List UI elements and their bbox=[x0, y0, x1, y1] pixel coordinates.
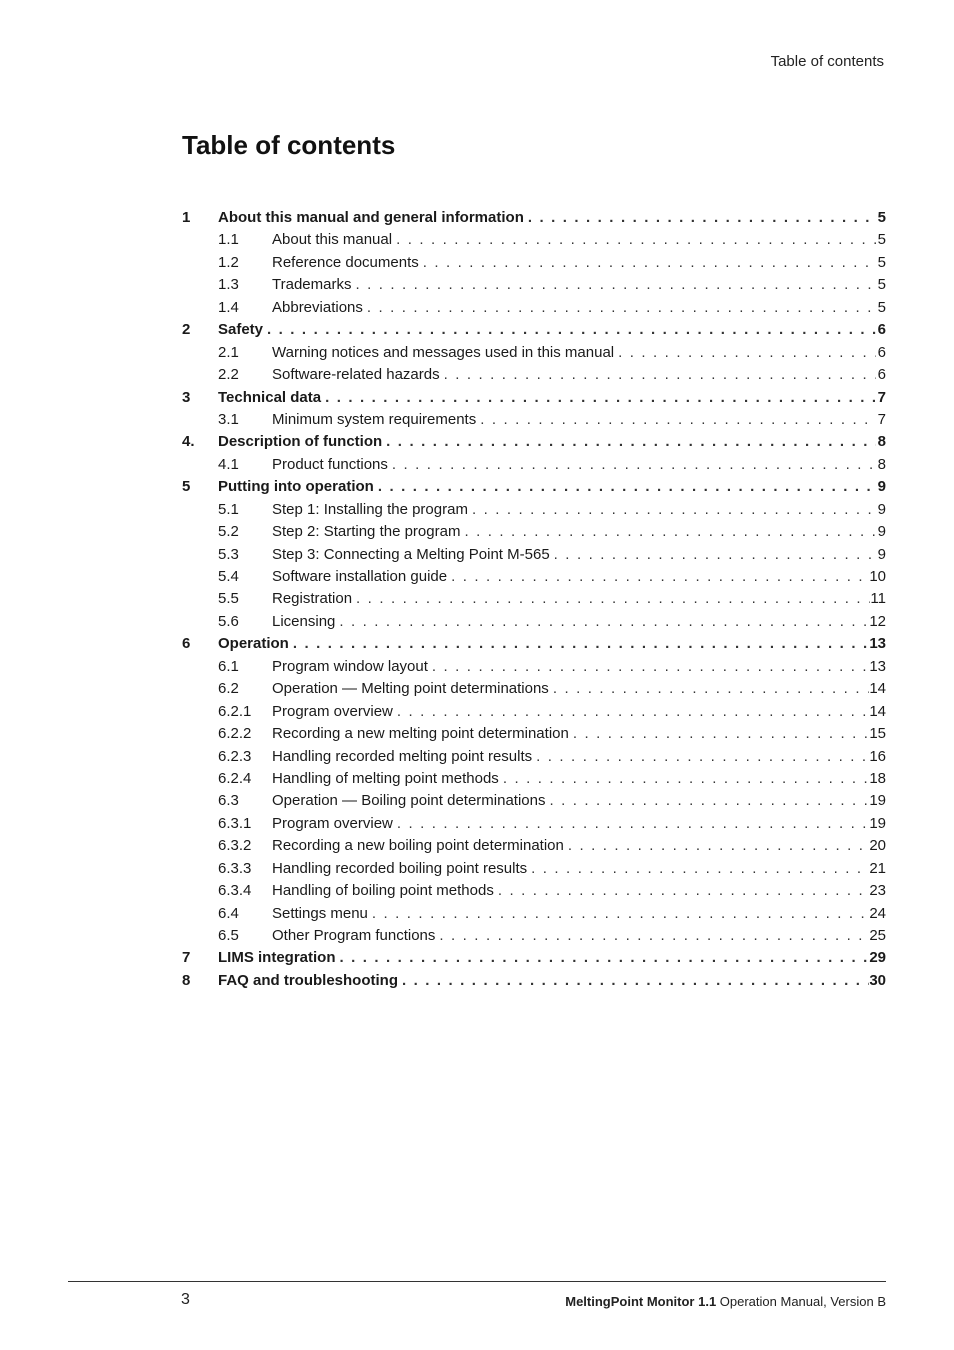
toc-dot-leader bbox=[428, 656, 869, 678]
toc-entry-number: 5.4 bbox=[218, 568, 239, 585]
toc-entry-number: 5 bbox=[182, 478, 191, 496]
toc-entry-page: 7 bbox=[877, 410, 886, 428]
toc-entry-page: 12 bbox=[869, 612, 886, 630]
toc-entry-number: 6.3.3 bbox=[218, 859, 252, 877]
toc-entry[interactable] bbox=[182, 454, 886, 476]
toc-entry-page: 6 bbox=[877, 343, 886, 361]
toc-entry-number: 1.1 bbox=[218, 231, 239, 249]
toc-dot-leader bbox=[532, 746, 869, 768]
toc-entry-title: Program overview bbox=[272, 814, 393, 832]
toc-entry-title: Handling recorded boiling point results bbox=[272, 859, 528, 877]
toc-dot-leader bbox=[550, 544, 876, 566]
toc-entry-number: 5.3 bbox=[218, 545, 239, 563]
toc-dot-leader bbox=[263, 319, 876, 341]
toc-entry-number: 6.3 bbox=[218, 792, 239, 810]
toc-entry-page: 13 bbox=[869, 657, 886, 675]
toc-entry-number: 8 bbox=[182, 971, 191, 989]
toc-entry-title: Handling of boiling point methods bbox=[272, 882, 494, 900]
toc-entry-number: 6.2.4 bbox=[218, 769, 252, 787]
toc-entry-page: 13 bbox=[869, 635, 886, 653]
toc-entry-title: Settings menu bbox=[272, 904, 368, 922]
toc-dot-leader bbox=[374, 476, 876, 498]
toc-entry-title: Abbreviations bbox=[272, 298, 363, 316]
toc-dot-leader bbox=[476, 409, 876, 431]
toc-dot-leader bbox=[289, 633, 869, 655]
toc-entry-page: 8 bbox=[877, 433, 886, 451]
toc-dot-leader bbox=[460, 521, 876, 543]
toc-entry[interactable] bbox=[182, 701, 886, 723]
toc-entry[interactable] bbox=[182, 544, 886, 566]
toc-entry-number: 3.1 bbox=[218, 410, 239, 428]
toc-entry-title: Reference documents bbox=[272, 253, 419, 271]
toc-entry-page: 7 bbox=[877, 388, 886, 406]
toc-entry[interactable] bbox=[182, 521, 886, 543]
toc-entry-title: Licensing bbox=[272, 612, 336, 630]
toc-entry-title: Recording a new melting point determination bbox=[272, 725, 569, 743]
toc-dot-leader bbox=[393, 701, 869, 723]
toc-entry-number: 1.4 bbox=[218, 298, 239, 316]
toc-entry-page: 10 bbox=[869, 568, 886, 585]
toc-entry-title: Software installation guide bbox=[272, 568, 448, 585]
toc-entry[interactable] bbox=[182, 678, 886, 700]
footer-divider bbox=[68, 1281, 886, 1282]
toc-entry-page: 25 bbox=[869, 927, 886, 944]
toc-entry-number: 5.2 bbox=[218, 523, 239, 541]
toc-entry[interactable] bbox=[182, 476, 886, 498]
toc-entry-page: 24 bbox=[869, 904, 886, 922]
toc-entry[interactable] bbox=[182, 880, 886, 902]
toc-entry-title: About this manual and general information bbox=[218, 209, 524, 226]
toc-entry-title: Technical data bbox=[218, 388, 322, 406]
toc-entry-page: 11 bbox=[870, 590, 886, 608]
toc-entry[interactable] bbox=[182, 611, 886, 633]
toc-entry-title: Operation — Melting point determinations bbox=[272, 680, 549, 698]
toc-dot-leader bbox=[549, 678, 870, 700]
toc-entry-title: Handling recorded melting point results bbox=[272, 747, 533, 765]
toc-dot-leader bbox=[468, 499, 876, 521]
toc-entry-page: 9 bbox=[877, 500, 886, 518]
toc-entry[interactable] bbox=[182, 588, 886, 610]
toc-entry[interactable] bbox=[182, 499, 886, 521]
toc-entry[interactable] bbox=[182, 409, 886, 431]
toc-dot-leader bbox=[546, 790, 870, 812]
toc-entry[interactable] bbox=[182, 431, 886, 453]
toc-entry-number: 6.2.1 bbox=[218, 702, 252, 720]
toc-entry-page: 18 bbox=[869, 769, 886, 787]
toc-entry-title: Software-related hazards bbox=[272, 366, 440, 384]
toc-entry-title: Registration bbox=[272, 590, 353, 608]
toc-entry[interactable] bbox=[182, 858, 886, 880]
toc-entry-number: 6.2.2 bbox=[218, 725, 252, 743]
toc-entry-page: 30 bbox=[869, 971, 886, 989]
toc-entry-page: 15 bbox=[869, 725, 886, 743]
toc-entry[interactable] bbox=[182, 768, 886, 790]
toc-entry-title: Trademarks bbox=[272, 276, 352, 294]
toc-entry-page: 5 bbox=[877, 231, 886, 249]
toc-entry[interactable] bbox=[182, 835, 886, 857]
toc-entry[interactable] bbox=[182, 633, 886, 655]
toc-entry-page: 20 bbox=[869, 837, 886, 855]
toc-entry[interactable] bbox=[182, 364, 886, 386]
toc-dot-leader bbox=[368, 903, 869, 925]
toc-entry[interactable] bbox=[182, 229, 886, 251]
footer-page-number: 3 bbox=[181, 1291, 190, 1308]
toc-dot-leader bbox=[564, 835, 869, 857]
toc-entry[interactable] bbox=[182, 970, 886, 992]
toc-entry-page: 16 bbox=[869, 747, 886, 765]
toc-entry-number: 2 bbox=[182, 321, 191, 339]
toc-dot-leader bbox=[352, 588, 870, 610]
toc-entry-page: 6 bbox=[877, 321, 886, 339]
toc-entry[interactable] bbox=[182, 342, 886, 364]
toc-entry-title: Step 2: Starting the program bbox=[272, 523, 461, 541]
footer-product-name: MeltingPoint Monitor 1.1 bbox=[565, 1294, 717, 1309]
toc-entry-number: 4.1 bbox=[218, 455, 239, 473]
toc-entry-title: Other Program functions bbox=[272, 927, 436, 944]
toc-entry-page: 23 bbox=[869, 882, 886, 900]
toc-entry-number: 1.3 bbox=[218, 276, 239, 294]
toc-entry-title: Operation bbox=[218, 635, 289, 653]
toc-entry-number: 6.3.1 bbox=[218, 814, 252, 832]
toc-dot-leader bbox=[419, 252, 876, 274]
toc-entry[interactable] bbox=[182, 274, 886, 296]
toc-entry-number: 5.6 bbox=[218, 612, 239, 630]
page-title: Table of contents bbox=[182, 130, 396, 160]
toc-entry-title: Minimum system requirements bbox=[272, 410, 477, 428]
toc-entry-title: FAQ and troubleshooting bbox=[218, 971, 398, 989]
toc-entry-page: 5 bbox=[877, 298, 886, 316]
toc-entry[interactable] bbox=[182, 925, 886, 947]
toc-entry[interactable] bbox=[182, 297, 886, 319]
running-header: Table of contents bbox=[770, 53, 884, 70]
toc-entry-title: Step 1: Installing the program bbox=[272, 500, 468, 518]
toc-entry-page: 29 bbox=[869, 949, 886, 967]
toc-entry-number: 2.2 bbox=[218, 366, 239, 384]
toc-entry-number: 1 bbox=[182, 209, 191, 226]
toc-dot-leader bbox=[569, 723, 869, 745]
toc-entry[interactable] bbox=[182, 319, 886, 341]
footer-manual-version: Operation Manual, Version B bbox=[716, 1294, 886, 1309]
footer-document-title bbox=[565, 1294, 886, 1309]
toc-entry-title: Program overview bbox=[272, 702, 393, 720]
toc-entry-title: Step 3: Connecting a Melting Point M-565 bbox=[272, 545, 550, 563]
toc-dot-leader bbox=[363, 297, 876, 319]
toc-entry-page: 19 bbox=[869, 814, 886, 832]
toc-entry-title: LIMS integration bbox=[218, 949, 336, 967]
toc-dot-leader bbox=[382, 431, 876, 453]
toc-entry-page: 21 bbox=[869, 859, 886, 877]
toc-entry-title: Product functions bbox=[272, 455, 388, 473]
toc-entry-page: 14 bbox=[869, 680, 886, 698]
toc-entry-number: 1.2 bbox=[218, 253, 239, 271]
toc-entry-title: Recording a new boiling point determination bbox=[272, 837, 564, 855]
toc-entry[interactable] bbox=[182, 903, 886, 925]
toc-dot-leader bbox=[388, 454, 876, 476]
toc-entry-title: Program window layout bbox=[272, 657, 428, 675]
toc-entry-page: 19 bbox=[869, 792, 886, 810]
toc-dot-leader bbox=[393, 813, 869, 835]
toc-entry-title: About this manual bbox=[272, 231, 393, 249]
toc-dot-leader bbox=[527, 858, 869, 880]
toc-entry-page: 9 bbox=[877, 478, 886, 496]
toc-entry-number: 6.2.3 bbox=[218, 747, 252, 765]
toc-entry-title: Operation — Boiling point determinations bbox=[272, 792, 546, 810]
toc-dot-leader bbox=[494, 880, 869, 902]
toc-entry-number: 7 bbox=[182, 949, 191, 967]
toc-entry-title: Handling of melting point methods bbox=[272, 769, 499, 787]
toc-entry[interactable] bbox=[182, 566, 886, 588]
toc-entry[interactable] bbox=[182, 947, 886, 969]
toc-entry-number: 6 bbox=[182, 635, 191, 653]
toc-entry-number: 5.1 bbox=[218, 500, 239, 518]
toc-entry-number: 6.5 bbox=[218, 927, 239, 944]
toc-entry-title: Warning notices and messages used in this manual bbox=[272, 343, 615, 361]
toc-dot-leader bbox=[435, 925, 869, 947]
toc-dot-leader bbox=[447, 566, 869, 588]
toc-dot-leader bbox=[440, 364, 876, 386]
toc-entry-page: 9 bbox=[877, 523, 886, 541]
toc-entry-page: 9 bbox=[877, 545, 886, 563]
toc-entry-number: 6.2 bbox=[218, 680, 239, 698]
toc-entry-number: 5.5 bbox=[218, 590, 239, 608]
toc-entry[interactable] bbox=[182, 746, 886, 768]
toc-dot-leader bbox=[321, 387, 876, 409]
toc-entry-number: 6.3.2 bbox=[218, 837, 252, 855]
toc-entry-page: 5 bbox=[877, 276, 886, 294]
toc-entry-number: 6.3.4 bbox=[218, 882, 252, 900]
toc-entry[interactable] bbox=[182, 813, 886, 835]
toc-dot-leader bbox=[398, 970, 869, 992]
toc-dot-leader bbox=[336, 947, 870, 969]
toc-entry-page: 6 bbox=[877, 366, 886, 384]
toc-entry[interactable] bbox=[182, 252, 886, 274]
toc-entry-number: 2.1 bbox=[218, 343, 239, 361]
toc-entry[interactable] bbox=[182, 656, 886, 678]
toc-entry[interactable] bbox=[182, 790, 886, 812]
toc-entry-page: 8 bbox=[877, 455, 886, 473]
toc-entry-title: Safety bbox=[218, 321, 264, 339]
toc-entry-number: 4. bbox=[182, 433, 195, 451]
toc-entry-page: 14 bbox=[869, 702, 886, 720]
toc-entry-page: 5 bbox=[877, 253, 886, 271]
toc-dot-leader bbox=[351, 274, 876, 296]
toc-entry[interactable] bbox=[182, 207, 886, 229]
toc-dot-leader bbox=[614, 342, 876, 364]
table-of-contents bbox=[182, 207, 886, 992]
toc-entry-number: 3 bbox=[182, 388, 191, 406]
toc-entry-number: 6.1 bbox=[218, 657, 239, 675]
toc-dot-leader bbox=[499, 768, 870, 790]
toc-entry[interactable] bbox=[182, 387, 886, 409]
toc-entry-title: Description of function bbox=[218, 433, 383, 451]
toc-dot-leader bbox=[335, 611, 869, 633]
toc-entry-title: Putting into operation bbox=[218, 478, 374, 496]
toc-entry-page: 5 bbox=[877, 209, 886, 226]
toc-dot-leader bbox=[524, 207, 876, 229]
toc-entry[interactable] bbox=[182, 723, 886, 745]
toc-entry-number: 6.4 bbox=[218, 904, 239, 922]
toc-dot-leader bbox=[392, 229, 876, 251]
